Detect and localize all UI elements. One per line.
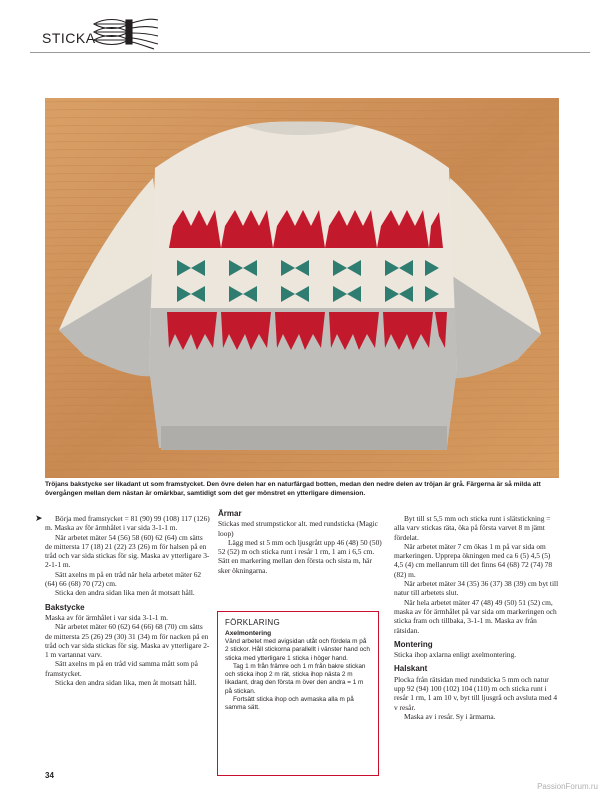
heading-halskant: Halskant — [394, 664, 428, 674]
paragraph: När arbetet mäter 54 (56) 58 (60) 62 (64) cm sätts de mittersta 17 (18) 21 (22) 23 (26) m för halsen på en tråd och var sida stickas för sig. Maska av ytterligare 3-2-1-1 m. — [45, 532, 210, 570]
paragraph: Sticka den andra sidan lika, men åt motsatt håll. — [55, 678, 197, 688]
paragraph: Maska av i resår. Sy i ärmarna. — [404, 711, 496, 721]
paragraph: Byt till st 5,5 mm och sticka runt i slätstickning = alla varv stickas räta, öka på första varvet 8 m jämt fördelat. — [394, 514, 551, 542]
column-2 — [218, 509, 384, 575]
page-number: 34 — [45, 771, 54, 780]
paragraph: När arbetet mäter 60 (62) 64 (66) 68 (70) cm sätts de mittersta 25 (26) 29 (30) 31 (34) m för nacken på en tråd och var sida stickas för sig. Maska av ytterligare 2-1 m vartannat varv. — [45, 622, 210, 660]
header-rule — [30, 52, 590, 53]
paragraph: Sticka ihop axlarna enligt axelmontering. — [394, 650, 517, 660]
paragraph: Maska av för ärmhålet i var sida 3-1-1 m. — [45, 612, 168, 622]
photo-caption: Tröjans bakstycke ser likadant ut som framstycket. Den övre delen har en naturfärgad botten, medan den nedre delen av tröjan är grå. Färgerna är så milda att övergången mellan dem nästan är omärkbar, samtidigt som det ger mönstret en ytterligare dimension. — [45, 481, 541, 497]
paragraph: När hela arbetet mäter 47 (48) 49 (50) 51 (52) cm, maska av för ärmhålet på var sida om markeringen och sticka fram och tillbaka, 3-1-1 m. Maska av från rätsidan. — [394, 597, 557, 635]
yarn-skein-icon — [90, 14, 160, 50]
watermark: PassionForum.ru — [537, 782, 598, 791]
paragraph: Sticka den andra sidan lika men åt motsatt håll. — [55, 588, 195, 598]
box-title: FÖRKLARING — [225, 618, 281, 627]
heading-montering: Montering — [394, 639, 433, 649]
paragraph: Sätt axelns m på en tråd när hela arbetet mäter 62 (64) 66 (68) 70 (72) cm. — [45, 569, 202, 589]
paragraph: När arbetet mäter 7 cm ökas 1 m på var sida om markeringen. Upprepa ökningen med ca 6 (5) 4,5 (5) 4,5 (4) cm mellanrum till det finns 64 (68) 72 (74) 78 (82) m. — [394, 541, 553, 579]
box-paragraph: Fortsätt sticka ihop och avmaska alla m på samma sätt. — [225, 696, 354, 712]
heading-bakstycke: Bakstycke — [45, 602, 85, 612]
paragraph: Plocka från rätsidan med rundsticka 5 mm och natur upp 92 (94) 100 (102) 104 (110) m och sticka runt i resår 1 rm, 1 am 10 v, byt till ljusgrå och avsluta med 4 v resår. — [394, 674, 558, 712]
start-arrow-icon: ➤ — [35, 514, 43, 524]
explanation-box — [217, 611, 379, 776]
paragraph: Lägg med st 5 mm och ljusgrått upp 46 (48) 50 (50) 52 (52) m och sticka runt i resår 1 rm, 1 am i 6,5 cm. Sätt en markering mellan den första och sista m, här sker ökningarna. — [218, 537, 382, 575]
column-1 — [45, 514, 211, 687]
paragraph: Börja med framstycket = 81 (90) 99 (108) 117 (126) m. Maska av för ärmhålet i var sida 3-1-1 m. — [45, 514, 210, 533]
column-3 — [394, 514, 560, 721]
section-label: STICKA — [42, 30, 96, 46]
paragraph: Sätt axelns m på en tråd vid samma mått som på framstycket. — [45, 659, 198, 678]
heading-armar: Ärmar — [218, 509, 242, 518]
paragraph: När arbetet mäter 34 (35) 36 (37) 38 (39) cm byt till natur till arbetets slut. — [394, 579, 559, 598]
section-header — [30, 14, 590, 58]
paragraph: Stickas med strumpstickor alt. med rundsticka (Magic loop) — [218, 519, 378, 538]
box-paragraph: Tag 1 m från främre och 1 m från bakre stickan och sticka ihop 2 m rät, sticka ihop nästa 2 m likadant, drag den första m över den andra = 1 m på stickan. — [225, 662, 366, 695]
box-paragraph: Vänd arbetet med avigsidan utåt och fördela m på 2 stickor. Håll stickorna parallellt i vänster hand och sticka med ytterligare 1 sticka i höger hand. — [225, 638, 370, 662]
box-subheading: Axelmontering — [225, 630, 272, 637]
sweater-photo — [45, 98, 559, 478]
